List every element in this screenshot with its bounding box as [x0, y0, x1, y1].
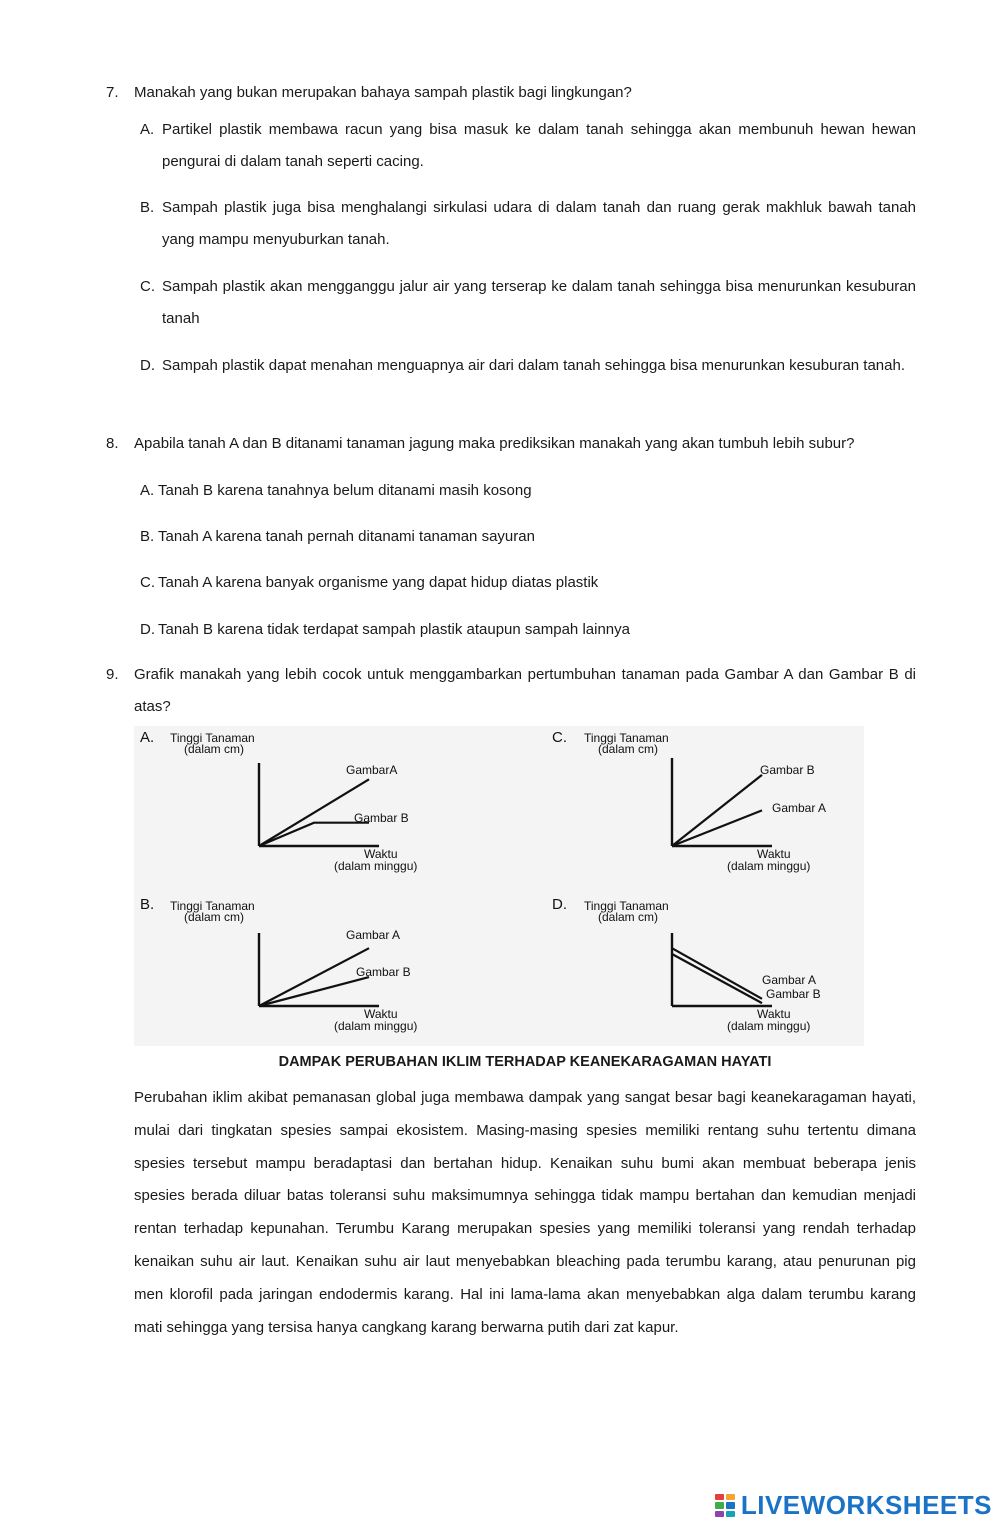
panel-2-series-gambar-b [259, 977, 369, 1006]
question-number: 9. [106, 666, 119, 683]
panel-3-ylabel: Tinggi Tanaman [584, 731, 669, 745]
option-8b[interactable] [140, 521, 916, 553]
logo-square [715, 1511, 724, 1518]
question-stem: Apabila tanah A dan B ditanami tanaman jagung maka prediksikan manakah yang akan tumbuh lebih subur? [134, 435, 855, 452]
panel-3-series-label: Gambar A [772, 801, 827, 815]
option-text: Sampah plastik akan mengganggu jalur air yang terserap ke dalam tanah sehingga bisa menurunkan kesuburan tanah [162, 278, 916, 327]
option-text: Tanah A karena banyak organisme yang dapat hidup diatas plastik [158, 574, 599, 591]
option-letter: B. [140, 528, 155, 545]
panel-1-series-gambar-b [259, 823, 369, 846]
liveworksheets-brand[interactable] [715, 1490, 992, 1521]
panel-1-series-label: Gambar B [354, 811, 409, 825]
panel-3-series-label: Gambar B [760, 763, 815, 777]
panel-1-ylabel-unit: (dalam cm) [184, 742, 245, 756]
panel-2-series-label: Gambar A [346, 928, 401, 942]
growth-graphs-figure [134, 726, 864, 1046]
option-letter: D. [140, 621, 155, 638]
panel-2-xlabel-unit: (dalam minggu) [334, 1019, 418, 1033]
panel-1-series-gambara [259, 779, 369, 846]
option-text: Partikel plastik membawa racun yang bisa masuk ke dalam tanah sehingga akan membunuh hewan hewan pengurai di dalam tanah seperti cacing. [162, 121, 916, 170]
panel-3-ylabel-unit: (dalam cm) [598, 742, 659, 756]
option-text: Tanah B karena tidak terdapat sampah plastik ataupun sampah lainnya [158, 621, 630, 638]
option-7a[interactable] [140, 114, 916, 178]
panel-1-xlabel-unit: (dalam minggu) [334, 859, 418, 873]
option-text: Sampah plastik dapat menahan menguapnya air dari dalam tanah sehingga bisa menurunkan kesuburan tanah. [162, 357, 905, 374]
panel-4-series-label: Gambar B [766, 987, 821, 1001]
logo-square [726, 1502, 735, 1509]
option-letter: C. [140, 574, 155, 591]
option-letter: B. [140, 199, 155, 216]
question-number: 8. [106, 435, 119, 452]
question-7 [106, 77, 916, 109]
option-letter: C. [140, 278, 155, 295]
option-7c[interactable] [140, 271, 916, 335]
question-stem: Grafik manakah yang lebih cocok untuk menggambarkan pertumbuhan tanaman pada Gambar A dan Gambar B di atas? [134, 666, 916, 715]
panel-2-ylabel-unit: (dalam cm) [184, 910, 245, 924]
option-8d[interactable] [140, 614, 916, 646]
panel-4-xlabel-unit: (dalam minggu) [727, 1019, 811, 1033]
option-8a[interactable] [140, 475, 916, 507]
option-text: Sampah plastik juga bisa menghalangi sirkulasi udara di dalam tanah dan ruang gerak makhluk bawah tanah yang mampu menyuburkan tanah. [162, 199, 916, 248]
panel-4-series-gambar-b [672, 954, 762, 1003]
logo-square [715, 1502, 724, 1509]
panel-3-series-gambar-a [672, 810, 762, 846]
question-8 [106, 428, 916, 460]
article-heading: DAMPAK PERUBAHAN IKLIM TERHADAP KEANEKARAGAMAN HAYATI [278, 1054, 772, 1070]
logo-square [726, 1511, 735, 1518]
growth-graphs-svg [134, 726, 864, 1046]
logo-square [726, 1494, 735, 1501]
panel-2-xlabel: Waktu [364, 1007, 398, 1021]
panel-4-xlabel: Waktu [757, 1007, 791, 1021]
panel-1-letter: A. [140, 729, 155, 746]
panel-4-ylabel-unit: (dalam cm) [598, 910, 659, 924]
panel-3-letter: C. [552, 729, 567, 746]
panel-3-xlabel-unit: (dalam minggu) [727, 859, 811, 873]
article-paragraph: Perubahan iklim akibat pemanasan global juga membawa dampak yang sangat besar bagi keanekaragaman hayati, mulai dari tingkatan spesies sampai ekosistem. Masing-masing spesies memiliki rentang suhu tertentu dimana spesies tersebut mampu beradaptasi dan bertahan hidup. Kenaikan suhu bumi akan membuat beberapa jenis spesies berada diluar batas toleransi suhu maksimumnya sehingga tidak mampu bertahan dan kemudian menjadi rentan terhadap kepunahan. Terumbu Karang merupakan spesies yang memiliki toleransi yang rendah terhadap kenaikan suhu air laut. Kenaikan suhu air laut menyebabkan bleaching pada terumbu karang, atau penurunan pig men klorofil pada jaringan endodermis karang. Hal ini lama-lama akan menyebabkan alga dalam terumbu karang mati sehingga yang tersisa hanya cangkang karang berwarna putih dari zat kapur. [134, 1089, 916, 1336]
panel-4-ylabel: Tinggi Tanaman [584, 899, 669, 913]
option-letter: D. [140, 357, 155, 374]
option-text: Tanah A karena tanah pernah ditanami tanaman sayuran [158, 528, 535, 545]
panel-4-letter: D. [552, 896, 567, 913]
panel-1-ylabel: Tinggi Tanaman [170, 731, 255, 745]
question-9 [106, 659, 916, 723]
panel-3-series-gambar-b [672, 775, 762, 846]
option-7d[interactable] [140, 350, 916, 382]
option-7b[interactable] [140, 192, 916, 256]
liveworksheets-logo-icon [715, 1494, 735, 1518]
option-letter: A. [140, 482, 155, 499]
option-8c[interactable] [140, 567, 916, 599]
panel-1-xlabel: Waktu [364, 847, 398, 861]
option-letter: A. [140, 121, 155, 138]
panel-2-series-gambar-a [259, 948, 369, 1006]
panel-2-letter: B. [140, 896, 155, 913]
panel-3-xlabel: Waktu [757, 847, 791, 861]
panel-2-series-label: Gambar B [356, 965, 411, 979]
panel-4-series-gambar-a [672, 948, 762, 999]
option-text: Tanah B karena tanahnya belum ditanami masih kosong [158, 482, 532, 499]
question-number: 7. [106, 84, 119, 101]
question-stem: Manakah yang bukan merupakan bahaya sampah plastik bagi lingkungan? [134, 84, 632, 101]
logo-square [715, 1494, 724, 1501]
panel-2-ylabel: Tinggi Tanaman [170, 899, 255, 913]
brand-name: LIVEWORKSHEETS [740, 1490, 992, 1520]
panel-1-series-label: GambarA [346, 763, 398, 777]
panel-4-series-label: Gambar A [762, 973, 817, 987]
